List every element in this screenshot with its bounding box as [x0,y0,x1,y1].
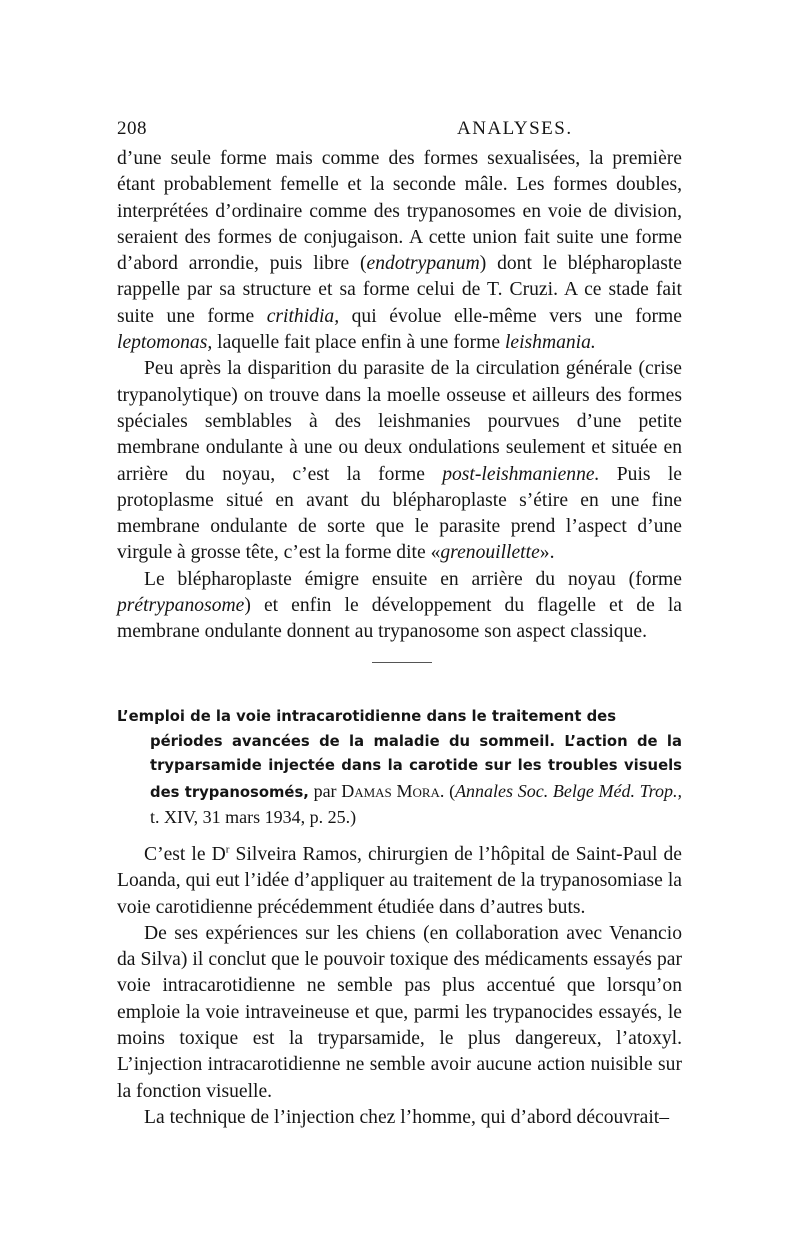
article-text [117,842,682,1131]
text-run: qui évolue elle-même vers une forme [339,305,682,327]
heading-first-line: L’emploi de la voie intracarotidienne dans le traitement des [117,708,617,725]
italic-term: leptomonas, [117,332,213,354]
italic-term: endotrypanum [366,253,480,275]
paragraph [117,567,682,646]
journal-name: Annales Soc. Belge Méd. Trop., [455,780,683,801]
text-run: Le blépharoplaste émigre ensuite en arrière du noyau (forme [144,568,682,590]
italic-term: grenouillette [440,542,540,564]
article-heading [117,705,682,832]
text-run: Puis le protoplasme situé en avant du blépharoplaste s’étire en une fine membrane ondulante de sorte que le parasite prend l’aspect d’une virgule à grosse tête, c’est la forme dite « [117,463,682,564]
italic-term: leishmania. [504,332,596,354]
text-run: Peu après la disparition du parasite de la circulation générale (crise trypanolytique) on trouve dans la moelle osseuse et ailleurs des formes spéciales semblables à des leishmanies pourvues d’une petite membrane ondulante à une ou deux ondulations seulement et située en arrière du noyau, c’est la forme [117,358,682,485]
paragraph: De ses expériences sur les chiens (en collaboration avec Venancio da Silva) il conclut que le pouvoir toxique des médicaments essayés par voie intracarotidienne ne semble pas plus accentué que lorsqu’on emploie la voie intraveineuse et que, parmi les trypanocides essayés, le moins toxique est la tryparsamide, le plus dangereux, l’atoxyl. L’injection intracarotidienne ne semble avoir aucune action nuisible sur la fonction visuelle. [117,922,682,1102]
previous-article-text [117,146,682,646]
by-word: par [308,780,342,801]
paragraph: La technique de l’injection chez l’homme, qui d’abord découvrait– [144,1106,670,1128]
text-run: Silveira Ramos, chirurgien de l’hôpital de Saint-Paul de Loanda, qui eut l’idée d’appliquer au traitement de la trypanosomiase la voie carotidienne précédemment étudiée dans d’autres buts. [117,844,682,918]
text-run: ) et enfin le développement du flagelle et de la membrane ondulante donnent au trypanosome son aspect classique. [117,595,682,643]
heading-continuation [117,730,682,832]
italic-term: post-leishmanienne. [442,463,600,485]
text-run: laquelle fait place enfin à une forme [212,332,505,354]
text-run: ) dont le blépharoplaste rappelle par sa structure et sa forme celui de T. Cruzi. A ce stade fait suite une forme [117,253,682,327]
text-run: C’est le D [144,844,226,865]
superscript: r [225,843,230,856]
paragraph [117,356,682,566]
text-run: ». [539,542,555,564]
running-title: ANALYSES. [457,118,573,139]
paragraph [117,146,682,356]
italic-term: prétrypanosome [117,595,245,617]
citation-details: t. XIV, 31 mars 1934, p. 25.) [150,807,357,827]
text-run: d’une seule forme mais comme des formes sexualisées, la première étant probablement femelle et la seconde mâle. Les formes doubles, interprétées d’ordinaire comme des trypanosomes en voie de division, seraient des formes de conjugaison. A cette union fait suite une forme d’abord arrondie, puis libre ( [117,148,682,275]
heading-text: périodes avancées de la maladie du sommeil. L’action de la tryparsamide injectée dans la carotide sur les troubles visuels des trypanosomés, [150,732,682,801]
page-header [117,118,682,142]
section-divider [372,662,432,663]
citation-open: ( [444,780,456,801]
italic-term: crithidia, [266,305,340,327]
paragraph [117,842,682,921]
page-number: 208 [117,118,147,139]
author-name: Damas Mora. [341,780,445,801]
